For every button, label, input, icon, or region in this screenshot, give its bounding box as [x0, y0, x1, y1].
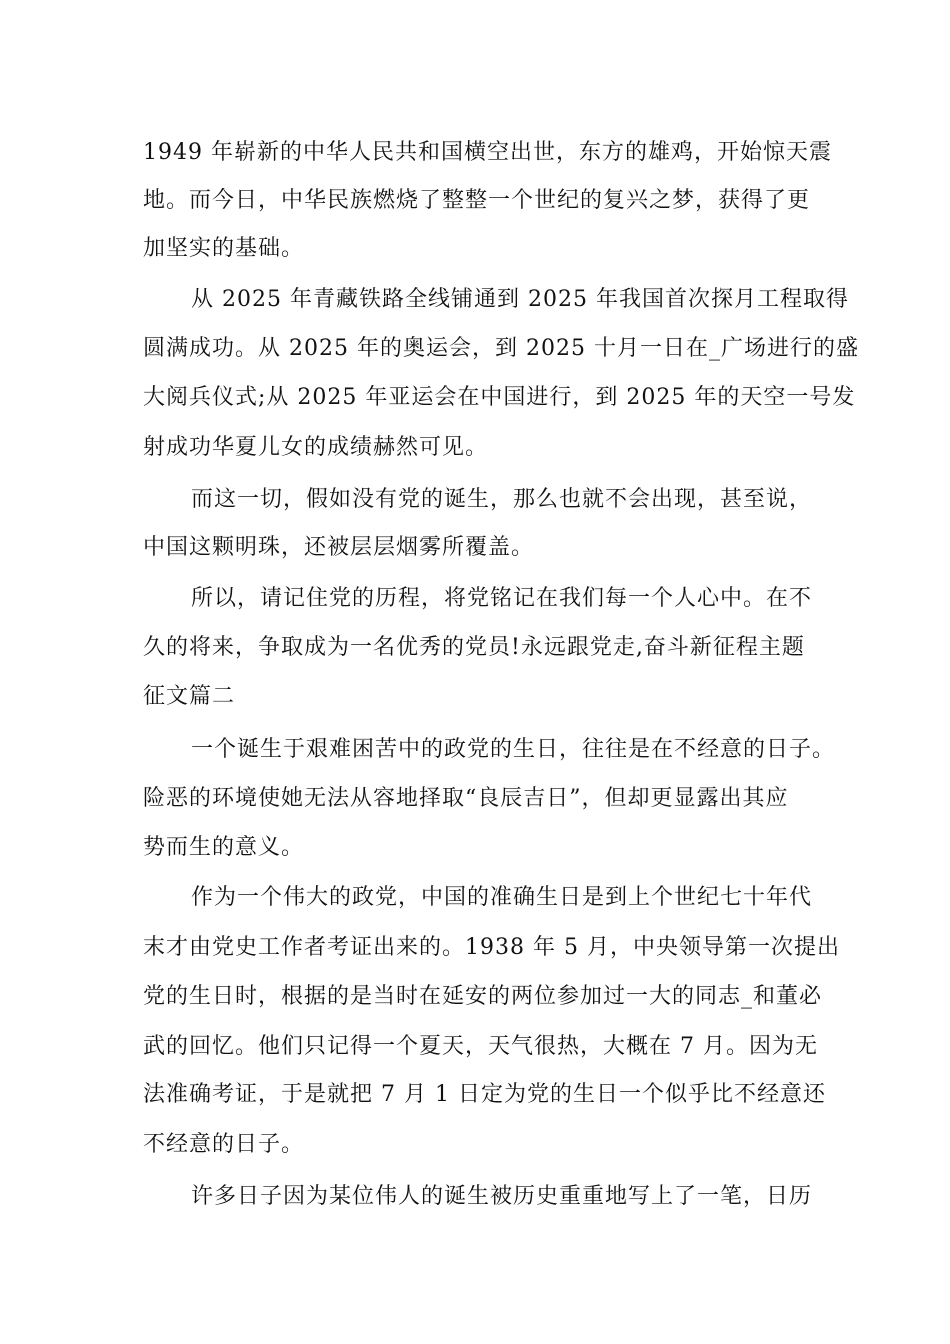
text-line: 一个诞生于艰难困苦中的政党的生日，往往是在不经意的日子。 [191, 737, 836, 762]
text-line: 1949 年崭新的中华人民共和国横空出世，东方的雄鸡，开始惊天震 [143, 140, 832, 165]
text-line: 大阅兵仪式;从 2025 年亚运会在中国进行，到 2025 年的天空一号发 [143, 385, 856, 410]
text-line: 中国这颗明珠，还被层层烟雾所覆盖。 [143, 535, 535, 560]
text-line: 征文篇二 [143, 684, 236, 709]
text-line: 加坚实的基础。 [143, 236, 305, 261]
text-line: 射成功华夏儿女的成绩赫然可见。 [143, 435, 489, 460]
text-line: 武的回忆。他们只记得一个夏天，天气很热，大概在 7 月。因为无 [143, 1034, 818, 1059]
text-line: 党的生日时，根据的是当时在延安的两位参加过一大的同志_和董必 [143, 984, 823, 1009]
text-line: 势而生的意义。 [143, 835, 305, 860]
text-line: 圆满成功。从 2025 年的奥运会，到 2025 十月一日在_广场进行的盛 [143, 336, 859, 361]
text-line: 险恶的环境使她无法从容地择取“良辰吉日”，但却更显露出其应 [143, 786, 789, 811]
text-line: 末才由党史工作者考证出来的。1938 年 5 月，中央领导第一次提出 [143, 935, 840, 960]
text-line: 而这一切，假如没有党的诞生，那么也就不会出现，甚至说， [191, 487, 813, 512]
text-line: 许多日子因为某位伟人的诞生被历史重重地写上了一笔，日历 [191, 1184, 813, 1209]
text-line: 法准确考证，于是就把 7 月 1 日定为党的生日一个似乎比不经意还 [143, 1082, 826, 1107]
text-line: 作为一个伟大的政党，中国的准确生日是到上个世纪七十年代 [191, 885, 813, 910]
text-line: 所以，请记住党的历程，将党铭记在我们每一个人心中。在不 [191, 586, 813, 611]
text-line: 从 2025 年青藏铁路全线铺通到 2025 年我国首次探月工程取得 [191, 287, 849, 312]
text-line: 地。而今日，中华民族燃烧了整整一个世纪的复兴之梦，获得了更 [143, 188, 811, 213]
text-line: 久的将来，争取成为一名优秀的党员!永远跟党走,奋斗新征程主题 [143, 635, 805, 660]
text-line: 不经意的日子。 [143, 1132, 305, 1157]
